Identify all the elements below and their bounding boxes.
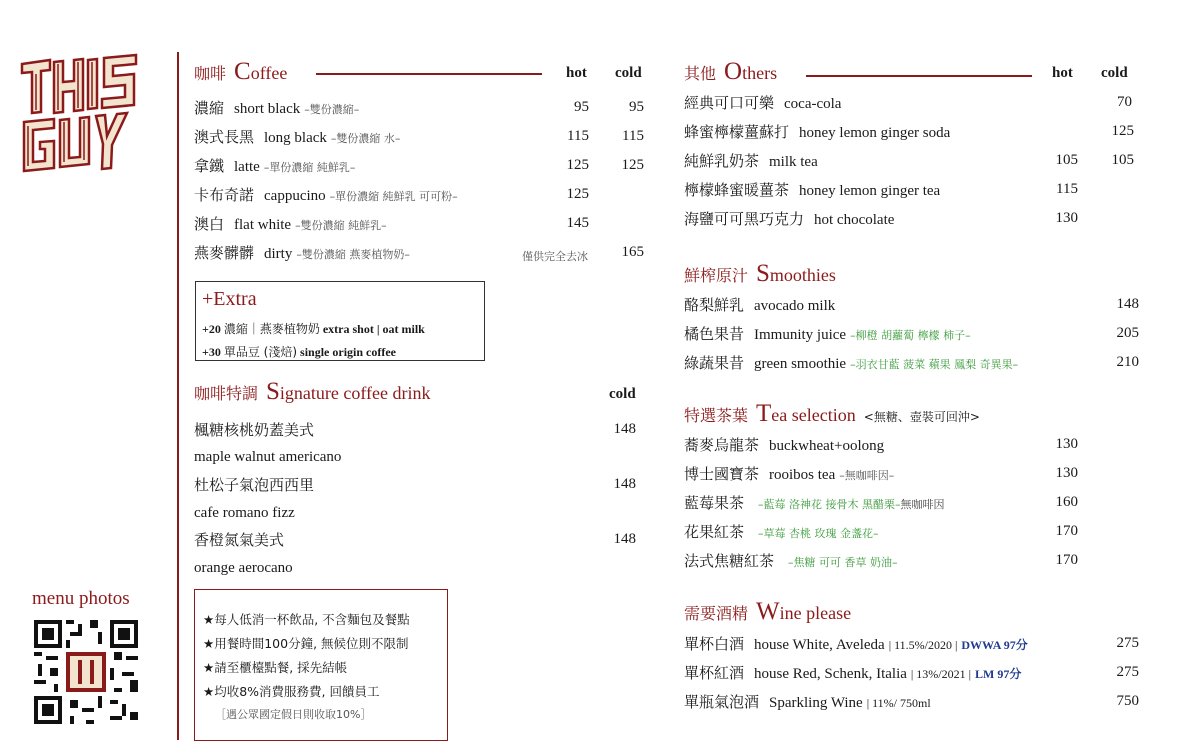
price: 130	[1055, 465, 1078, 481]
price: 170	[1055, 523, 1078, 539]
others-section-title: 其他 O thers	[684, 58, 778, 85]
coffee-hot-header: hot	[566, 65, 587, 81]
price: 160	[1055, 494, 1078, 510]
extra-title: +Extra	[202, 288, 257, 310]
menu-item: 博士國寶茶 rooibos tea –無咖啡因–	[684, 465, 895, 483]
extra-line-1: +20 濃縮｜燕麥植物奶 extra shot | oat milk	[202, 322, 425, 336]
menu-item: 單杯紅酒 house Red, Schenk, Italia | 13%/2021 | LM 97分	[684, 664, 1022, 682]
price: 210	[1116, 354, 1139, 370]
wine-section-title: 需要酒精 W ine please	[684, 598, 852, 625]
menu-item: 酪梨鮮乳 avocado milk	[684, 296, 836, 314]
menu-item: 杜松子氣泡西西里	[194, 476, 315, 494]
price: 130	[1055, 436, 1078, 452]
others-heading-rule	[806, 75, 1032, 77]
item-english-name: cafe romano fizz	[194, 505, 295, 521]
others-cold-header: cold	[1101, 65, 1128, 81]
menu-item: 綠蔬果昔 green smoothie –羽衣甘藍 菠菜 蘋果 鳳梨 奇異果–	[684, 354, 1019, 372]
price-cold: 95	[629, 99, 644, 115]
menu-item: 澳式長黑 long black –雙份濃縮 水–	[194, 128, 401, 146]
price-hot: 105	[1055, 152, 1078, 168]
qr-code-icon[interactable]	[34, 620, 138, 724]
this-guy-logo	[16, 50, 156, 190]
menu-item: 楓糖核桃奶蓋美式	[194, 421, 315, 439]
column-divider	[177, 52, 179, 740]
menu-item: 燕麥髒髒 dirty –雙份濃縮 燕麥植物奶–	[194, 244, 410, 262]
menu-item: 蜂蜜檸檬薑蘇打 honey lemon ginger soda	[684, 123, 951, 141]
price: 275	[1116, 664, 1139, 680]
item-english-name: maple walnut americano	[194, 449, 342, 465]
price: 170	[1055, 552, 1078, 568]
price-cold: 148	[613, 476, 636, 492]
price-cold: 125	[1111, 123, 1134, 139]
price-hot: 145	[566, 215, 589, 231]
price-cold: 148	[613, 531, 636, 547]
menu-item: 香橙氮氣美式	[194, 531, 285, 549]
smoothies-section-title: 鮮榨原汁 S moothies	[684, 260, 836, 287]
menu-item: 卡布奇諾 cappucino –單份濃縮 純鮮乳 可可粉–	[194, 186, 458, 204]
menu-item: 檸檬蜂蜜暖薑茶 honey lemon ginger tea	[684, 181, 941, 199]
extra-line-2: +30 單品豆 (淺焙) single origin coffee	[202, 345, 397, 359]
price-hot: 95	[574, 99, 589, 115]
price-hot: 115	[1056, 181, 1078, 197]
price: 148	[1116, 296, 1139, 312]
menu-item: 花果紅茶 –草莓 杏桃 玫瑰 金盞花–	[684, 523, 879, 541]
price-hot: 130	[1055, 210, 1078, 226]
coffee-cold-header: cold	[615, 65, 642, 81]
extra-options-box	[195, 281, 485, 361]
menu-item: 藍莓果茶 –藍莓 洛神花 接骨木 黑醋栗– 無咖啡因	[684, 494, 945, 512]
item-english-name: orange aerocano	[194, 560, 293, 576]
coffee-section-title: 咖啡 C offee	[194, 58, 288, 85]
rule-line: ★每人低消一杯飲品, 不含麵包及餐點	[203, 612, 410, 627]
house-rules-box	[194, 589, 448, 741]
rule-line: ★用餐時間100分鐘, 無候位則不限制	[203, 636, 409, 651]
rule-line: ★請至櫃檯點餐, 採先結帳	[203, 660, 348, 675]
price-cold: 105	[1111, 152, 1134, 168]
price: 275	[1116, 635, 1139, 651]
rule-footnote: ［遇公眾國定假日則收取10%］	[215, 708, 372, 721]
menu-item: 單杯白酒 house White, Aveleda | 11.5%/2020 | DWWA 97分	[684, 635, 1028, 653]
menu-item: 經典可口可樂 coca-cola	[684, 94, 842, 112]
coffee-heading-rule	[316, 73, 542, 75]
menu-item: 澳白 flat white –雙份濃縮 純鮮乳–	[194, 215, 387, 233]
price-hot: 125	[566, 186, 589, 202]
menu-item: 濃縮 short black –雙份濃縮–	[194, 99, 360, 117]
menu-item: 拿鐵 latte –單份濃縮 純鮮乳–	[194, 157, 356, 175]
price-cold: 148	[613, 421, 636, 437]
menu-item: 法式焦糖紅茶 –焦糖 可可 香草 奶油–	[684, 552, 898, 570]
menu-item: 橘色果昔 Immunity juice –柳橙 胡蘿蔔 檸檬 柿子–	[684, 325, 971, 343]
menu-item: 蕎麥烏龍茶 buckwheat+oolong	[684, 436, 885, 454]
price-cold: 70	[1117, 94, 1132, 110]
others-hot-header: hot	[1052, 65, 1073, 81]
price-cold: 165	[621, 244, 644, 260]
price-cold: 125	[621, 157, 644, 173]
menu-photos-label: menu photos	[32, 588, 130, 609]
signature-cold-header: cold	[609, 386, 636, 402]
price-hot: 125	[566, 157, 589, 173]
price: 205	[1116, 325, 1139, 341]
menu-item: 單瓶氣泡酒 Sparkling Wine | 11%/ 750ml	[684, 693, 931, 711]
rule-line: ★均收8%消費服務費, 回饋員工	[203, 684, 380, 699]
iced-only-note: 僅供完全去冰	[522, 250, 588, 263]
price-cold: 115	[622, 128, 644, 144]
signature-section-title: 咖啡特調 S ignature coffee drink	[194, 378, 431, 405]
price: 750	[1116, 693, 1139, 709]
menu-item: 海鹽可可黑巧克力 hot chocolate	[684, 210, 895, 228]
price-hot: 115	[567, 128, 589, 144]
menu-item: 純鮮乳奶茶 milk tea	[684, 152, 818, 170]
tea-section-title: 特選茶葉 T ea selection <無糖、壺裝可回沖>	[684, 400, 980, 427]
